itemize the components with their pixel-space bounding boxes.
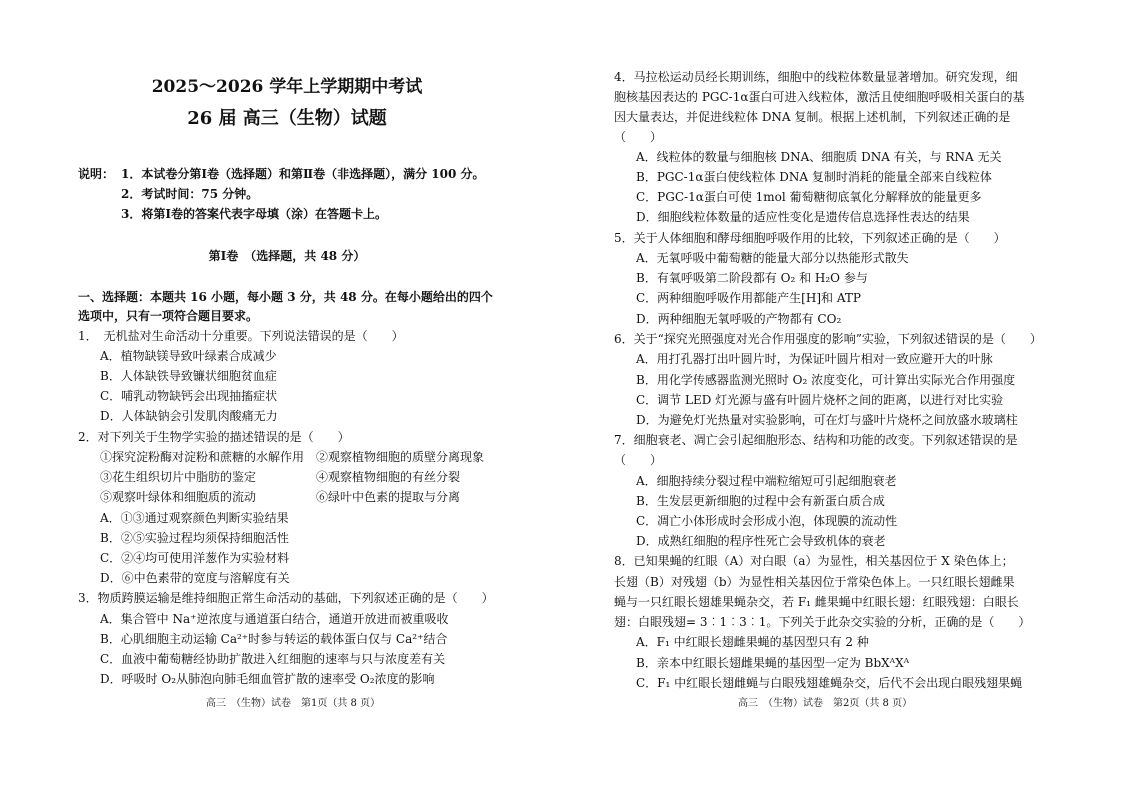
question-4-cont: 因大量表达，并促进线粒体 DNA 复制。根据上述机制，下列叙述正确的是 (614, 110, 1011, 124)
experiment-list: ③花生组织切片中脂肪的鉴定 ④观察植物细胞的有丝分裂 (100, 470, 461, 484)
option-1a: A．植物缺镁导致叶绿素合成减少 (100, 349, 277, 363)
option-2d: D．⑥中色素带的宽度与溶解度有关 (100, 571, 290, 585)
option-7b: B．生发层更新细胞的过程中会有新蛋白质合成 (636, 494, 885, 508)
question-8: 8．已知果蝇的红眼（A）对白眼（a）为显性，相关基因位于 X 染色体上； (614, 554, 1014, 568)
option-1d: D．人体缺钠会引发肌肉酸痛无力 (100, 409, 278, 423)
option-5b: B．有氧呼吸第二阶段都有 O₂ 和 H₂O 参与 (636, 271, 868, 285)
part-instruction: 选项中，只有一项符合题目要求。 (78, 309, 259, 323)
option-7d: D．成熟红细胞的程序性死亡会导致机体的衰老 (636, 534, 886, 548)
option-3c: C．血液中葡萄糖经协助扩散进入红细胞的速率与只与浓度差有关 (100, 652, 446, 666)
question-4-cont: 胞核基因表达的 PGC-1α蛋白可进入线粒体，激活且使细胞呼吸相关蛋白的基 (614, 90, 1025, 104)
page-footer-right: 高三 （生物）试卷 第2页（共 8 页） (738, 698, 913, 709)
instruction-item: 3．将第Ⅰ卷的答案代表字母填（涂）在答题卡上。 (121, 207, 387, 221)
option-4c: C．PGC-1α蛋白可使 1mol 葡萄糖彻底氧化分解释放的能量更多 (636, 190, 982, 204)
option-2a: A．①③通过观察颜色判断实验结果 (100, 511, 289, 525)
question-1: 1． 无机盐对生命活动十分重要。下列说法错误的是（ ） (78, 329, 404, 343)
option-3a: A．集合管中 Na⁺逆浓度与通道蛋白结合，通道开放进而被重吸收 (100, 612, 449, 626)
option-8b: B．亲本中红眼长翅雌果蝇的基因型一定为 BbXᴬXᴬ (636, 656, 910, 670)
instructions-label: 说明： (78, 167, 115, 181)
option-8a: A．F₁ 中红眼长翅雌果蝇的基因型只有 2 种 (636, 635, 869, 649)
option-3d: D．呼吸时 O₂从肺泡向肺毛细血管扩散的速率受 O₂浓度的影响 (100, 672, 435, 686)
question-8-cont: 长翅（B）对残翅（b）为显性相关基因位于常染色体上。一只红眼长翅雌果 (614, 575, 1015, 589)
option-4a: A．线粒体的数量与细胞核 DNA、细胞质 DNA 有关，与 RNA 无关 (636, 150, 1002, 164)
exam-title: 2025～2026 学年上学期期中考试 (151, 77, 423, 97)
question-8-cont: 翅：白眼残翅= 3︰1︰3︰1。下列关于此杂交实验的分析，正确的是（ ） (614, 615, 1031, 629)
option-4d: D．细胞线粒体数量的适应性变化是遗传信息选择性表达的结果 (636, 210, 970, 224)
option-5a: A．无氧呼吸中葡萄糖的能量大部分以热能形式散失 (636, 251, 909, 265)
question-7: 7．细胞衰老、凋亡会引起细胞形态、结构和功能的改变。下列叙述错误的是 (614, 433, 1018, 447)
question-3: 3．物质跨膜运输是维持细胞正常生命活动的基础，下列叙述正确的是（ ） (78, 591, 494, 605)
part-instruction: 一、选择题：本题共 16 小题，每小题 3 分，共 48 分。在每小题给出的四个 (78, 290, 493, 304)
experiment-list: ⑤观察叶绿体和细胞质的流动 ⑥绿叶中色素的提取与分离 (100, 490, 461, 504)
question-4: 4．马拉松运动员经长期训练，细胞中的线粒体数量显著增加。研究发现，细 (614, 70, 1018, 84)
option-7c: C．凋亡小体形成时会形成小泡，体现膜的流动性 (636, 514, 898, 528)
option-6a: A．用打孔器打出叶圆片时，为保证叶圆片相对一致应避开大的叶脉 (636, 352, 993, 366)
option-4b: B．PGC-1α蛋白使线粒体 DNA 复制时消耗的能量全部来自线粒体 (636, 170, 992, 184)
option-1c: C．哺乳动物缺钙会出现抽搐症状 (100, 389, 278, 403)
instruction-item: 2．考试时间：75 分钟。 (121, 187, 259, 201)
option-7a: A．细胞持续分裂过程中端粒缩短可引起细胞衰老 (636, 474, 897, 488)
question-2: 2．对下列关于生物学实验的描述错误的是（ ） (78, 430, 350, 444)
option-2c: C．②④均可使用洋葱作为实验材料 (100, 551, 290, 565)
option-5d: D．两种细胞无氧呼吸的产物都有 CO₂ (636, 312, 842, 326)
question-5: 5．关于人体细胞和酵母细胞呼吸作用的比较，下列叙述正确的是（ ） (614, 231, 1006, 245)
instruction-item: 1．本试卷分第Ⅰ卷（选择题）和第Ⅱ卷（非选择题），满分 100 分。 (121, 167, 485, 181)
question-6: 6．关于“探究光照强度对光合作用强度的影响”实验，下列叙述错误的是（ ） (614, 332, 1042, 346)
option-6d: D．为避免灯光热量对实验影响，可在灯与盛叶片烧杯之间放盛水玻璃柱 (636, 413, 1018, 427)
option-1b: B．人体缺铁导致镰状细胞贫血症 (100, 369, 277, 383)
option-6c: C．调节 LED 灯光源与盛有叶圆片烧杯之间的距离，以进行对比实验 (636, 393, 1004, 407)
question-7-cont: （ ） (614, 453, 663, 467)
option-8c: C．F₁ 中红眼长翅雌蝇与白眼残翅雄蝇杂交，后代不会出现白眼残翅果蝇 (636, 676, 1023, 690)
question-4-cont: （ ） (614, 130, 663, 144)
page-footer-left: 高三 （生物）试卷 第1页（共 8 页） (206, 698, 381, 709)
experiment-list: ①探究淀粉酶对淀粉和蔗糖的水解作用 ②观察植物细胞的质壁分离现象 (100, 450, 485, 464)
section-heading: 第Ⅰ卷 （选择题，共 48 分） (208, 249, 366, 263)
option-3b: B．心肌细胞主动运输 Ca²⁺时参与转运的载体蛋白仅与 Ca²⁺结合 (100, 632, 448, 646)
option-6b: B．用化学传感器监测光照时 O₂ 浓度变化，可计算出实际光合作用强度 (636, 373, 1016, 387)
question-8-cont: 蝇与一只红眼长翅雄果蝇杂交，若 F₁ 雌果蝇中红眼长翅：红眼残翅：白眼长 (614, 595, 1019, 609)
exam-subtitle: 26 届 高三（生物）试题 (187, 108, 387, 129)
option-5c: C．两种细胞呼吸作用都能产生[H]和 ATP (636, 291, 861, 305)
option-2b: B．②⑤实验过程均须保持细胞活性 (100, 531, 289, 545)
